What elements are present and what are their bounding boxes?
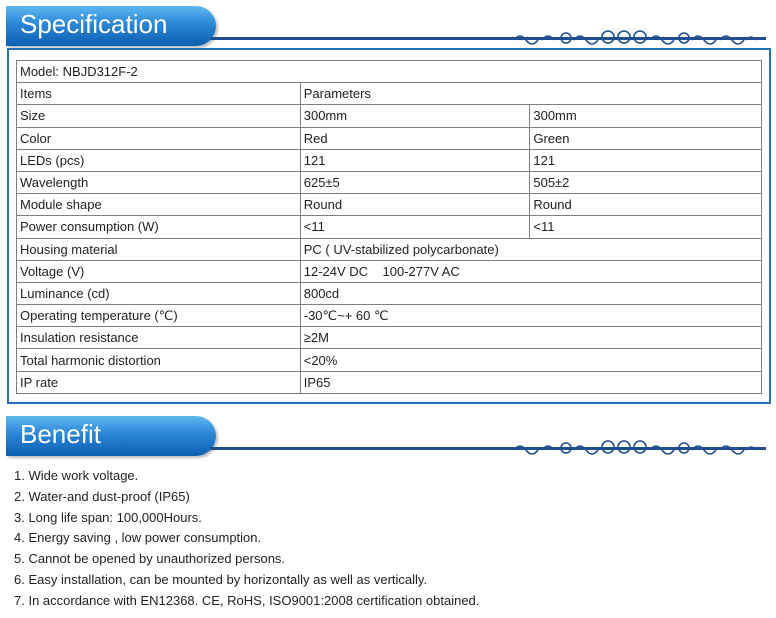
row-value-green: 300mm bbox=[530, 105, 762, 127]
list-item: 7. In accordance with EN12368. CE, RoHS, ISO9001:2008 certification obtained. bbox=[14, 592, 480, 608]
table-row bbox=[17, 127, 762, 149]
list-item: 2. Water-and dust-proof (IP65) bbox=[14, 488, 190, 504]
specification-frame bbox=[7, 48, 771, 404]
model-cell: Model: NBJD312F-2 bbox=[17, 61, 762, 83]
row-value-green: 505±2 bbox=[530, 171, 762, 193]
row-label: Module shape bbox=[17, 194, 301, 216]
table-row bbox=[17, 83, 762, 105]
row-value-red: 300mm bbox=[300, 105, 530, 127]
table-row bbox=[17, 327, 762, 349]
row-label: Housing material bbox=[17, 238, 301, 260]
specification-tab bbox=[6, 6, 216, 46]
table-row bbox=[17, 61, 762, 83]
benefit-title: Benefit bbox=[20, 419, 101, 449]
table-row bbox=[17, 260, 762, 282]
specification-title: Specification bbox=[20, 9, 168, 39]
table-row bbox=[17, 171, 762, 193]
row-label: Power consumption (W) bbox=[17, 216, 301, 238]
row-label: Luminance (cd) bbox=[17, 282, 301, 304]
row-label: Wavelength bbox=[17, 171, 301, 193]
row-label: Operating temperature (℃) bbox=[17, 305, 301, 327]
row-label: IP rate bbox=[17, 371, 301, 393]
specification-table bbox=[16, 60, 762, 394]
row-value: 12-24V DC 100-277V AC bbox=[300, 260, 761, 282]
list-item: 6. Easy installation, can be mounted by horizontally as well as vertically. bbox=[14, 571, 428, 587]
benefit-tab bbox=[6, 416, 216, 456]
row-label: Voltage (V) bbox=[17, 260, 301, 282]
row-value-red: Red bbox=[300, 127, 530, 149]
benefit-list bbox=[14, 466, 479, 612]
row-value: <20% bbox=[300, 349, 761, 371]
row-value-red: 121 bbox=[300, 149, 530, 171]
list-item: 1. Wide work voltage. bbox=[14, 468, 139, 483]
list-item: 4. Energy saving , low power consumption. bbox=[14, 530, 262, 546]
specification-header bbox=[0, 6, 776, 48]
table-row bbox=[17, 149, 762, 171]
table-row bbox=[17, 216, 762, 238]
table-row bbox=[17, 105, 762, 127]
row-label: Size bbox=[17, 105, 301, 127]
ornament-icon bbox=[512, 26, 762, 48]
parameters-header: Parameters bbox=[300, 83, 761, 105]
items-header: Items bbox=[17, 83, 301, 105]
row-value-green: <11 bbox=[530, 216, 762, 238]
list-item: 5. Cannot be opened by unauthorized persons. bbox=[14, 551, 286, 567]
row-label: LEDs (pcs) bbox=[17, 149, 301, 171]
table-row bbox=[17, 371, 762, 393]
table-row bbox=[17, 238, 762, 260]
row-label: Insulation resistance bbox=[17, 327, 301, 349]
list-item: 3. Long life span: 100,000Hours. bbox=[14, 509, 202, 525]
row-value: 800cd bbox=[300, 282, 761, 304]
table-row bbox=[17, 349, 762, 371]
benefit-header bbox=[0, 416, 776, 458]
row-value-red: Round bbox=[300, 194, 530, 216]
row-value: IP65 bbox=[300, 371, 761, 393]
table-row bbox=[17, 194, 762, 216]
row-value-red: <11 bbox=[300, 216, 530, 238]
row-value-green: Round bbox=[530, 194, 762, 216]
row-value-green: Green bbox=[530, 127, 762, 149]
row-value-red: 625±5 bbox=[300, 171, 530, 193]
row-label: Color bbox=[17, 127, 301, 149]
row-value: ≥2M bbox=[300, 327, 761, 349]
row-label: Total harmonic distortion bbox=[17, 349, 301, 371]
row-value-green: 121 bbox=[530, 149, 762, 171]
ornament-icon bbox=[512, 436, 762, 458]
table-row bbox=[17, 305, 762, 327]
row-value: PC ( UV-stabilized polycarbonate) bbox=[300, 238, 761, 260]
row-value: -30℃~+ 60 ℃ bbox=[300, 305, 761, 327]
table-row bbox=[17, 282, 762, 304]
